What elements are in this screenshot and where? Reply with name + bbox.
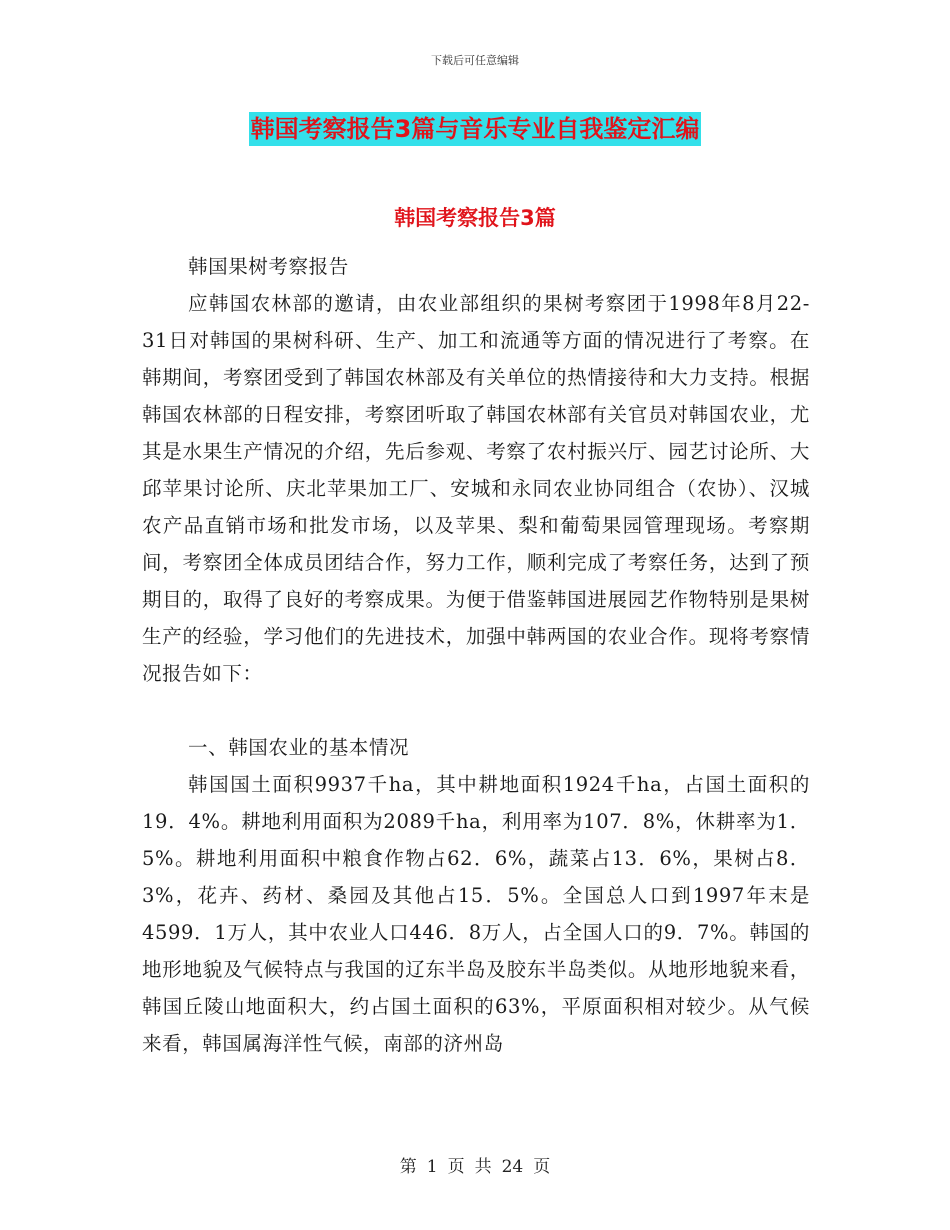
report-title: 韩国果树考察报告	[188, 255, 349, 278]
footer-page-number: 1	[426, 1157, 438, 1177]
footer-page-word: 第	[399, 1157, 417, 1177]
section1-heading: 一、韩国农业的基本情况	[188, 736, 410, 759]
footer-total-pages: 24	[501, 1157, 524, 1177]
header-note: 下载后可任意编辑	[431, 54, 519, 67]
document-sub-title: 韩国考察报告3篇	[394, 206, 556, 230]
section1-paragraph-block	[142, 766, 810, 1062]
intro-paragraph: 应韩国农林部的邀请，由农业部组织的果树考察团于1998年8月22-31日对韩国的果树科研、生产、加工和流通等方面的情况进行了考察。在韩期间，考察团受到了韩国农林部及有关单位的热情接待和大力支持。根据韩国农林部的日程安排，考察团听取了韩国农林部有关官员对韩国农业，尤其是水果生产情况的介绍，先后参观、考察了农村振兴厅、园艺讨论所、大邱苹果讨论所、庆北苹果加工厂、安城和永同农业协同组合（农协）、汉城农产品直销市场和批发市场，以及苹果、梨和葡萄果园管理现场。考察期间，考察团全体成员团结合作，努力工作，顺利完成了考察任务，达到了预期目的，取得了良好的考察成果。为便于借鉴韩国进展园艺作物特别是果树生产的经验，学习他们的先进技术，加强中韩两国的农业合作。现将考察情况报告如下：	[142, 292, 810, 685]
footer-page-unit: 页	[447, 1157, 465, 1177]
footer-total-word: 共	[474, 1157, 492, 1177]
document-main-title: 韩国考察报告3篇与音乐专业自我鉴定汇编	[249, 112, 702, 146]
intro-paragraph-block	[142, 285, 810, 692]
main-title-container	[0, 112, 950, 146]
section1-paragraph: 韩国国土面积9937千ha，其中耕地面积1924千ha，占国土面积的19．4%。耕地利用面积为2089千ha，利用率为107．8%，休耕率为1．5%。耕地利用面积中粮食作物占62．6%，蔬菜占13．6%，果树占8．3%，花卉、药材、桑园及其他占15．5%。全国总人口到1997年末是4599．1万人，其中农业人口446．8万人，占全国人口的9．7%。韩国的地形地貌及气候特点与我国的辽东半岛及胶东半岛类似。从地形地貌来看，韩国丘陵山地面积大，约占国土面积的63%，平原面积相对较少。从气候来看，韩国属海洋性气候，南部的济州岛	[142, 773, 810, 1055]
footer-total-unit: 页	[533, 1157, 551, 1177]
page-footer	[0, 1152, 950, 1177]
